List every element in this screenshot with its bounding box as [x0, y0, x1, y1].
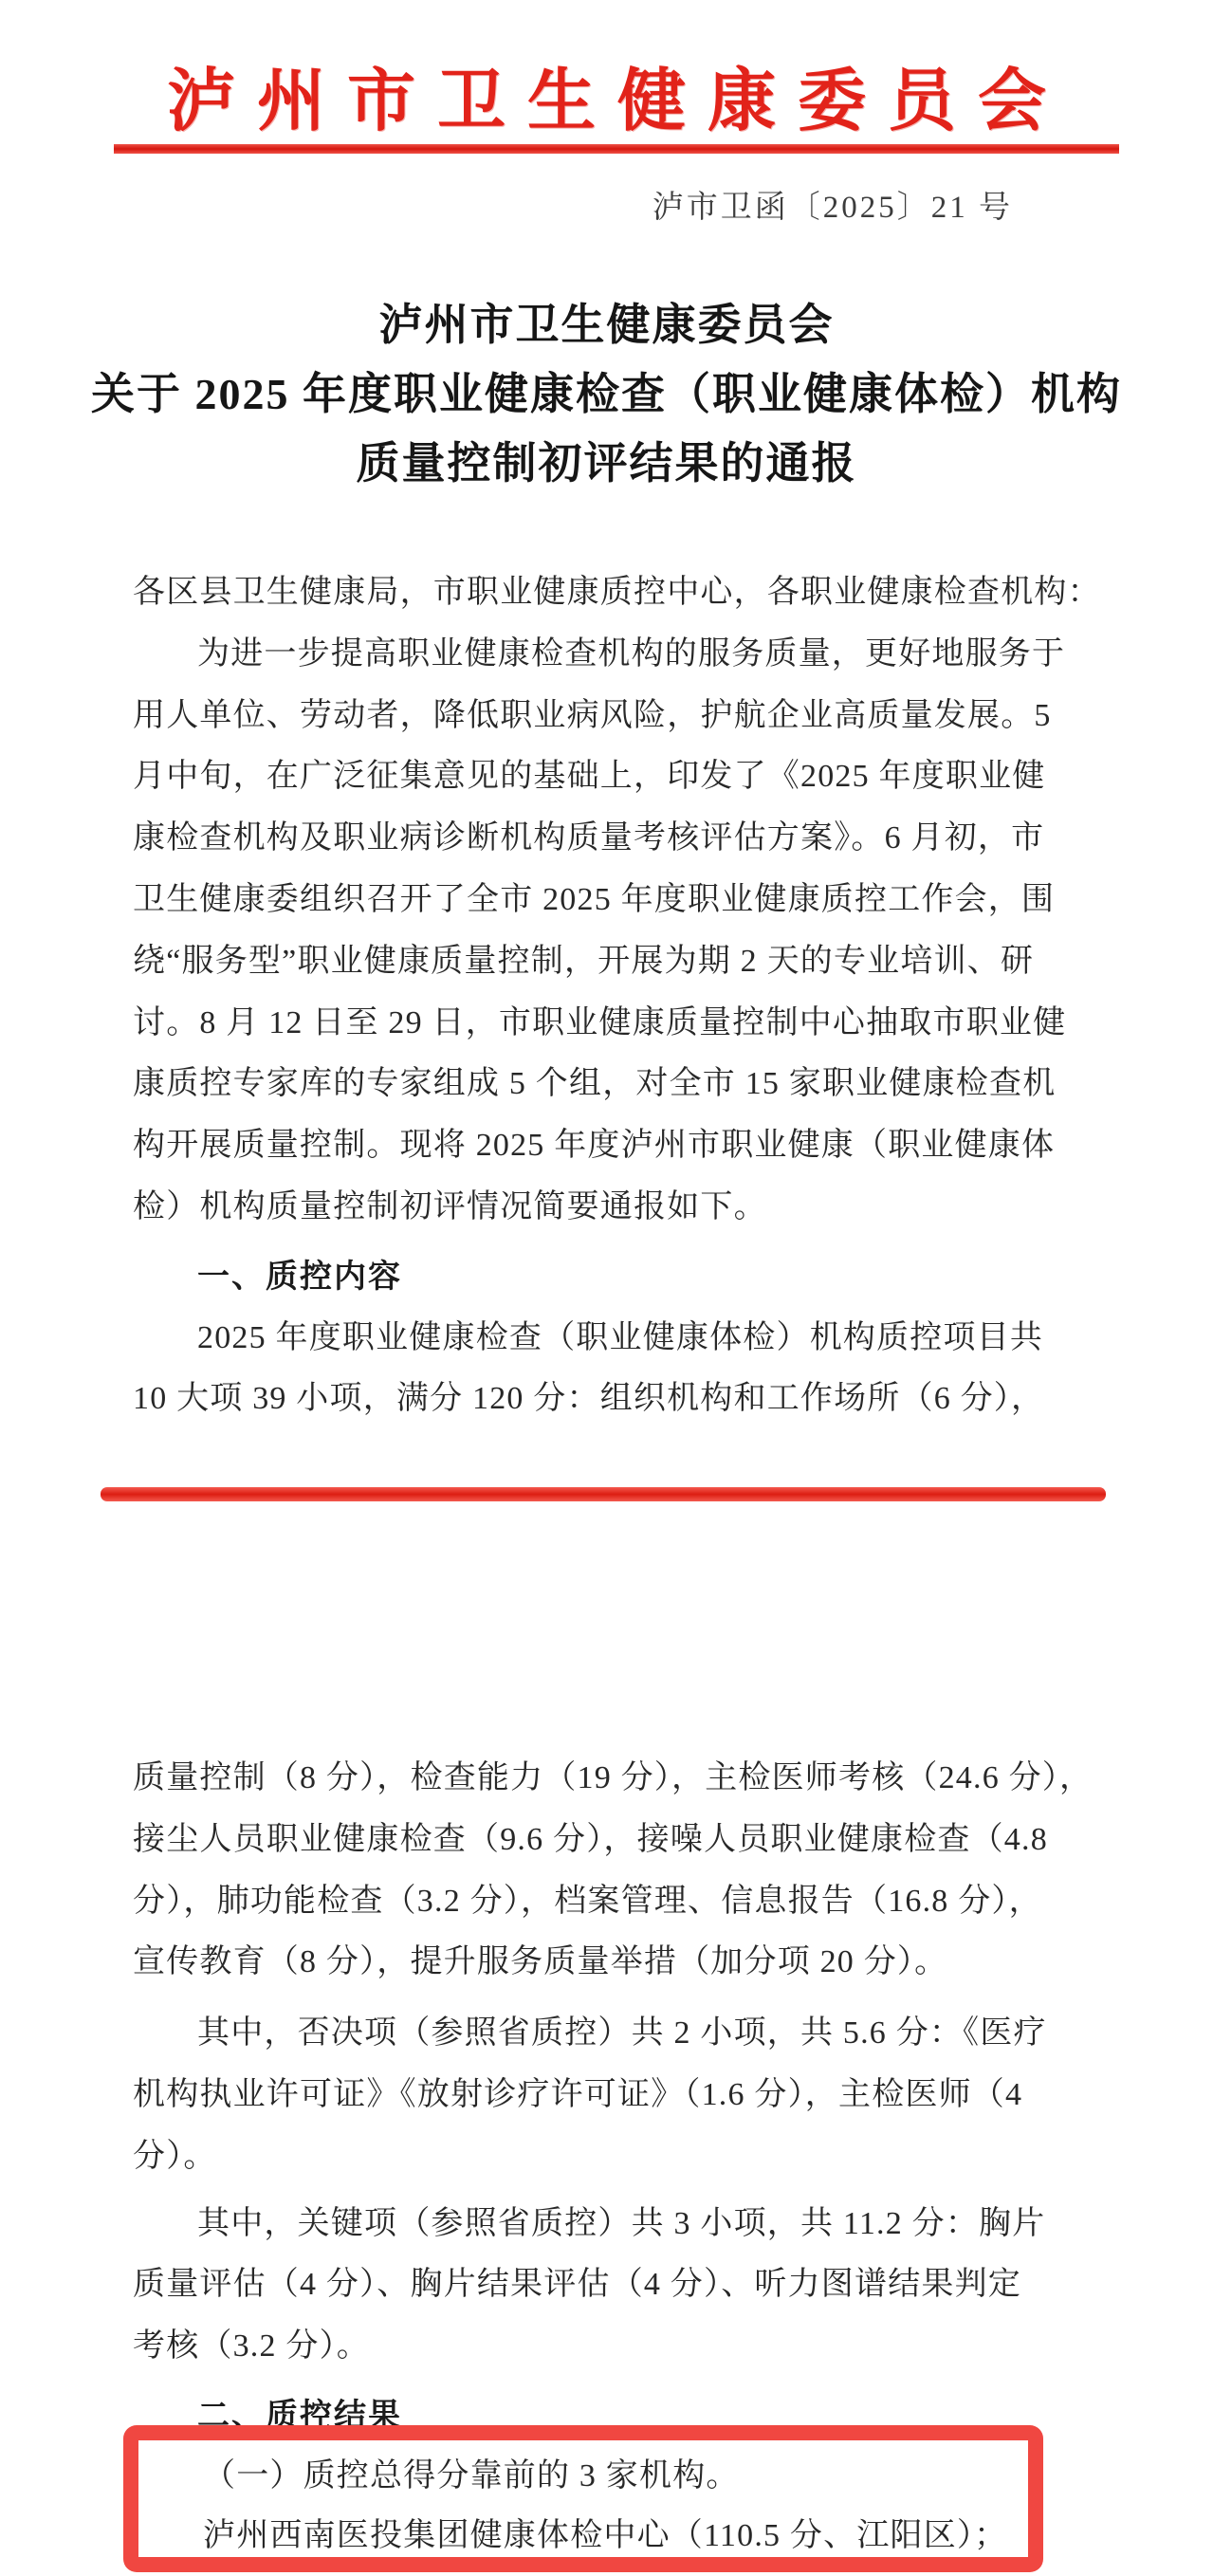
body-line: 讨。8 月 12 日至 29 日，市职业健康质量控制中心抽取市职业健: [133, 1004, 1067, 1040]
body-line: 为进一步提高职业健康检查机构的服务质量，更好地服务于: [197, 635, 1066, 672]
body-line: 考核（3.2 分）。: [133, 2328, 370, 2364]
body-line: 宣传教育（8 分），提升服务质量举措（加分项 20 分）。: [133, 1944, 948, 1980]
body-section-1: [133, 562, 1101, 1430]
letterhead-agency-title: 泸州市卫生健康委员会: [166, 64, 1068, 139]
body-line: 分），肺功能检查（3.2 分），档案管理、信息报告（16.8 分），: [133, 1883, 1042, 1919]
body-line: 分）。: [133, 2138, 217, 2174]
body-line: 质量评估（4 分）、胸片结果评估（4 分）、听力图谱结果判定: [133, 2267, 1021, 2303]
document-title-line: 泸州市卫生健康委员会: [378, 301, 835, 349]
page-break-red-rule: [101, 1487, 1106, 1501]
body-line: 10 大项 39 小项，满分 120 分：组织机构和工作场所（6 分），: [133, 1381, 1045, 1417]
body-line: 卫生健康委组织召开了全市 2025 年度职业健康质控工作会，围: [133, 881, 1056, 917]
body-line: 机构执业许可证》《放射诊疗许可证》（1.6 分），主检医师（4: [133, 2076, 1023, 2112]
document-number: 泸市卫函〔2025〕21 号: [652, 191, 1013, 225]
highlight-box-content: [138, 2440, 1028, 2566]
highlight-annotation-box: [123, 2425, 1043, 2572]
salutation-line: 各区县卫生健康局，市职业健康质控中心，各职业健康检查机构：: [133, 575, 1101, 610]
document-title-line: 质量控制初评结果的通报: [356, 439, 857, 488]
section-heading-1: 一、质控内容: [197, 1258, 402, 1295]
body-line: 质量控制（8 分），检查能力（19 分），主检医师考核（24.6 分），: [133, 1760, 1094, 1795]
document-title: [0, 290, 1213, 498]
highlight-subheading: （一）质控总得分靠前的 3 家机构。: [203, 2458, 740, 2493]
body-line: 月中旬，在广泛征集意见的基础上，印发了《2025 年度职业健: [133, 759, 1046, 795]
letterhead-red-rule: [114, 144, 1119, 154]
highlight-institution-line: 泸州西南医投集团健康体检中心（110.5 分、江阳区）；: [203, 2518, 1008, 2553]
body-section-2: [133, 1748, 1094, 2447]
body-line: 检）机构质量控制初评情况简要通报如下。: [133, 1188, 767, 1224]
body-line: 绕“服务型”职业健康质量控制，开展为期 2 天的专业培训、研: [133, 943, 1035, 979]
body-line: 康质控专家库的专家组成 5 个组，对全市 15 家职业健康检查机: [133, 1066, 1057, 1102]
body-line: 其中，否决项（参照省质控）共 2 小项，共 5.6 分：《医疗: [197, 2015, 1047, 2052]
body-line: 接尘人员职业健康检查（9.6 分），接噪人员职业健康检查（4.8: [133, 1821, 1048, 1857]
document-title-line: 关于 2025 年度职业健康检查（职业健康体检）机构: [91, 370, 1122, 418]
body-line: 2025 年度职业健康检查（职业健康体检）机构质控项目共: [197, 1319, 1044, 1355]
body-line: 构开展质量控制。现将 2025 年度泸州市职业健康（职业健康体: [133, 1128, 1056, 1164]
body-line: 康检查机构及职业病诊断机构质量考核评估方案》。6 月初，市: [133, 820, 1045, 856]
body-line: 用人单位、劳动者，降低职业病风险，护航企业高质量发展。5: [133, 697, 1052, 733]
section-heading-2: 二、质控结果: [197, 2397, 402, 2434]
body-line: 其中，关键项（参照省质控）共 3 小项，共 11.2 分：胸片: [197, 2205, 1046, 2241]
